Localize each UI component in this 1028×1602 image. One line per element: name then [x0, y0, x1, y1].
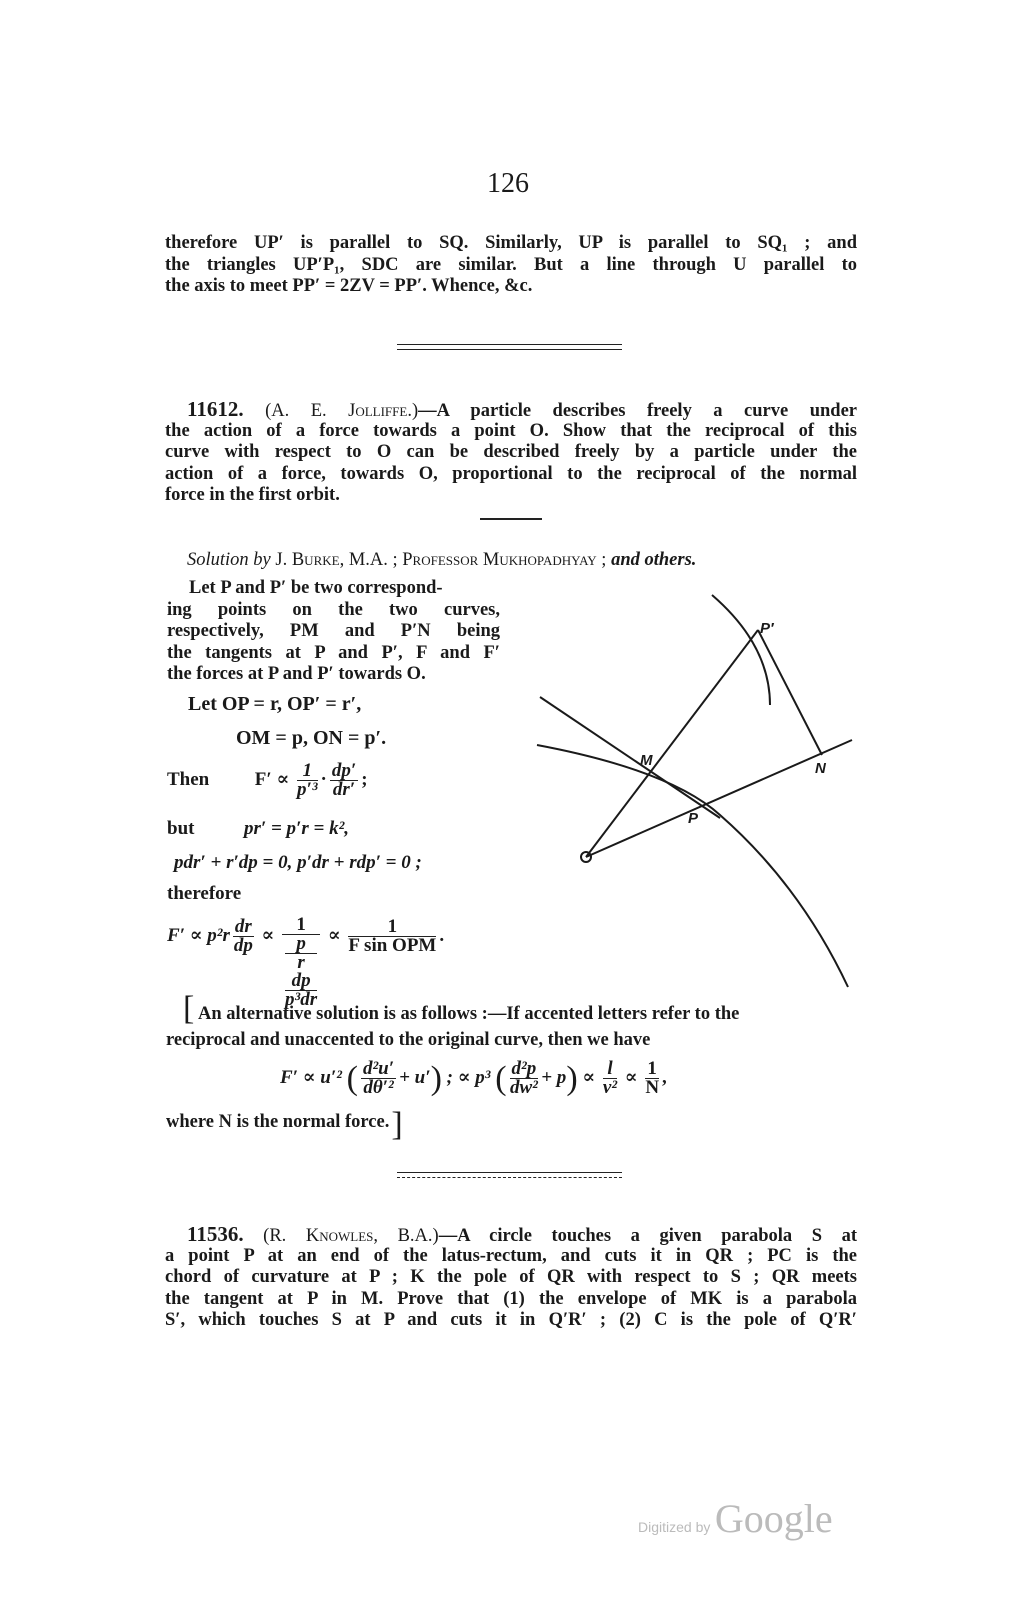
frac-num: d²u′ [362, 1058, 395, 1079]
text-line: —A circle touches a given parabola S at [438, 1226, 857, 1246]
line-p-prime-n [758, 630, 822, 755]
text-line: where N is the normal force. [166, 1112, 390, 1132]
then-label: Then [167, 768, 210, 790]
frac-den: dp [233, 935, 253, 956]
short-divider [480, 518, 542, 520]
text-line: the triangles UP′P₁, SDC are similar. But a line through U parallel to [165, 254, 857, 275]
section-divider [397, 1177, 622, 1178]
line-o-n [586, 740, 852, 857]
frac-den: p³dr [285, 989, 318, 1010]
frac-num: 1 [645, 1060, 659, 1079]
original-curve [537, 745, 848, 987]
solution-intro [167, 578, 500, 686]
text-line: S′, which touches S at P and cuts it in Q′R′ ; (2) C is the pole of Q′R′ [165, 1310, 857, 1331]
text-line: Let P and P′ be two correspond- [189, 578, 443, 598]
line-o-p-prime [586, 630, 758, 857]
section-divider [397, 349, 622, 350]
frac-den: dθ′² [363, 1077, 394, 1098]
question-11536 [165, 1224, 857, 1332]
paragraph-continuation [165, 233, 857, 298]
prop-symbol: ∝ [261, 924, 275, 946]
question-author: (R. Knowles, B.A.) [263, 1226, 439, 1246]
solution-suffix: and others. [611, 550, 697, 570]
page-number: 126 [487, 168, 529, 199]
frac-den: dw² [509, 1077, 538, 1098]
label-p-prime: P′ [760, 620, 774, 637]
question-11612 [165, 399, 857, 507]
eq-term: + u′ [399, 1066, 431, 1088]
frac-num: d²p [511, 1058, 537, 1079]
text-line: the tangent at P in M. Prove that (1) the envelope of MK is a parabola [165, 1288, 857, 1309]
eq-text: pr′ = p′r = k², [243, 818, 350, 839]
text-line: the action of a force towards a point O. Show that the reciprocal of this [165, 420, 857, 441]
solution-authors: J. Burke, M.A. ; Professor Mukhopadhyay ; [275, 550, 607, 570]
label-n: N [815, 760, 826, 777]
equation-6: F′ ∝ p²r $\frac{dr}{dp}$ ∝ 1 p r dp p³dr ∝ $\frac{1}{\text{F sin OPM}}$ . [167, 914, 445, 1010]
text-line: therefore UP′ is parallel to SQ. Similarly, UP is parallel to SQ₁ ; and [165, 233, 857, 253]
frac-num: dr [234, 916, 252, 937]
frac-num: dp′ [331, 760, 357, 781]
close-bracket: ] [391, 1106, 403, 1143]
section-divider [397, 1172, 622, 1173]
closing-line [166, 1106, 403, 1143]
label-m: M [640, 752, 653, 769]
eq-lhs: F′ ∝ [254, 768, 290, 790]
prop-symbol: ∝ [327, 924, 341, 946]
frac-den: F sin OPM [348, 935, 437, 956]
frac-den: p′³ [296, 779, 318, 800]
eq-lhs: F′ ∝ u′² [280, 1066, 342, 1088]
prop-symbol: ∝ [582, 1066, 596, 1088]
eq-term: ; ∝ p³ [441, 1066, 491, 1088]
frac-num: p [285, 935, 317, 954]
question-number: 11612. [187, 397, 244, 421]
alternative-line-2: reciprocal and unaccented to the original curve, then we have [166, 1030, 651, 1050]
reciprocal-curve [712, 595, 770, 705]
equation-1: Let OP = r, OP′ = r′, [188, 693, 362, 715]
frac-num: l [603, 1060, 617, 1079]
open-bracket: [ [183, 990, 195, 1027]
text-line: ing points on the two curves, [167, 599, 500, 620]
solution-prefix: Solution by [187, 550, 271, 570]
frac-num: 1 [282, 916, 320, 935]
text-line: An alternative solution is as follows :—If accented letters refer to the [198, 1004, 740, 1024]
frac-den: v² [602, 1077, 618, 1098]
text-line: curve with respect to O can be described freely by a particle under the [165, 442, 857, 463]
frac-den: dr′ [332, 779, 356, 800]
frac-num: dp [285, 972, 317, 991]
text-line: the tangents at P and P′, F and F′ [167, 642, 500, 663]
question-author: (A. E. Jolliffe.) [265, 401, 419, 421]
but-label: but [167, 818, 195, 839]
text-line: force in the first orbit. [165, 485, 340, 506]
eq-term: + p [541, 1066, 567, 1088]
text-line: —A particle describes freely a curve under [418, 401, 857, 421]
text-line: respectively, PM and P′N being [167, 621, 500, 641]
text-line: action of a force, towards O, proportional to the reciprocal of the normal [165, 463, 857, 484]
frac-num: 1 [348, 918, 436, 937]
frac-num: 1 [297, 762, 318, 781]
geometry-diagram [520, 585, 870, 995]
label-p: P [688, 810, 699, 827]
equation-5: pdr′ + r′dp = 0, p′dr + rdp′ = 0 ; [174, 852, 422, 873]
equation-4 [167, 818, 349, 840]
solution-heading [187, 550, 696, 572]
text-line: a point P at an end of the latus-rectum, and cuts it in QR ; PC is the [165, 1245, 857, 1266]
equation-2: OM = p, ON = p′. [236, 727, 387, 749]
prop-symbol: ∝ [624, 1066, 638, 1088]
frac-den: N [645, 1077, 660, 1098]
eq-lhs: F′ ∝ p²r [167, 924, 230, 946]
alternative-equation: F′ ∝ u′² ( $\frac{\text{d²u′}}{\text{dθ′²}}$ + u′) ; ∝ p³ ( $\frac{\text{d²p}}{\text{dw²}}$ + p) ∝ $\frac{l}{\text{v²}}$ ∝ $\frac{1}{N}$ , [280, 1058, 667, 1098]
frac-den: r [297, 952, 305, 973]
text-line: the axis to meet PP′ = 2ZV = PP′. Whence, &c. [165, 276, 533, 297]
equation-3: Then F′ ∝ $\frac{1}{\text{p′³}}$ · $\frac{dp'}{dr'}$ ; [167, 760, 368, 800]
watermark-logo: Google [714, 1496, 833, 1541]
digitized-by-google-watermark [638, 1495, 833, 1542]
therefore-label: therefore [167, 883, 242, 904]
section-divider [397, 344, 622, 345]
text-line: chord of curvature at P ; K the pole of QR with respect to S ; QR meets [165, 1267, 857, 1288]
question-number: 11536. [187, 1222, 244, 1246]
watermark-prefix: Digitized by [638, 1519, 711, 1535]
text-line: the forces at P and P′ towards O. [167, 664, 426, 684]
